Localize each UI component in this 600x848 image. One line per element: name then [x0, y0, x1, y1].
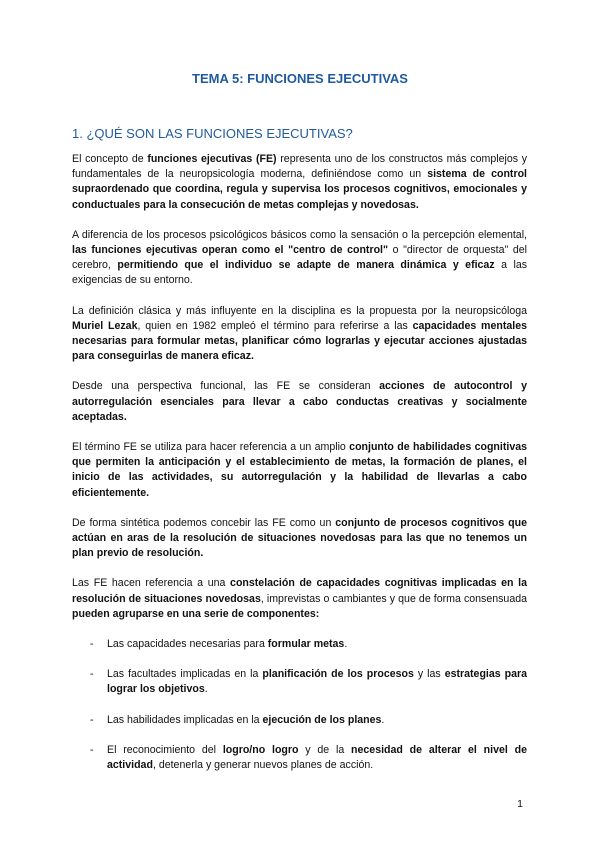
- text-run: Las habilidades implicadas en la: [107, 713, 263, 726]
- list-item: [72, 713, 527, 728]
- text-run: .: [344, 638, 348, 651]
- paragraph: [72, 440, 527, 501]
- bold-text: conjunto de habilidades cognitivas que permiten la anticipación y el establecimiento de metas, la formación de planes, el inicio de las actividades, su autorregulación y la habilidad de llevarlas a cabo eficientemente.: [72, 441, 527, 499]
- bold-text: capacidades mentales necesarias para formular metas, planificar cómo lograrlas y ejecutar acciones ajustadas para conseguirlas de manera eficaz.: [72, 319, 527, 363]
- text-run: Las capacidades necesarias para: [107, 638, 268, 651]
- text-run: o "director de orquesta" del cerebro,: [72, 244, 527, 272]
- list-item: [72, 667, 527, 697]
- text-run: Las FE hacen referencia a una: [72, 577, 231, 590]
- component-list: [72, 637, 527, 773]
- paragraph: [72, 379, 527, 425]
- section-heading: 1. ¿QUÉ SON LAS FUNCIONES EJECUTIVAS?: [72, 126, 353, 141]
- bold-text: funciones ejecutivas (FE): [147, 153, 277, 165]
- bold-text: Muriel Lezak: [72, 319, 138, 332]
- text-run: El concepto de: [72, 153, 148, 165]
- bullet-marker: -: [90, 668, 94, 681]
- page-title: TEMA 5: FUNCIONES EJECUTIVAS: [192, 71, 408, 86]
- bold-text: acciones de autocontrol y autorregulación esenciales para llevar a cabo conductas creativas y socialmente aceptadas.: [72, 380, 527, 423]
- text-run: El término FE se utiliza para hacer referencia a un amplio: [72, 441, 350, 454]
- bold-text: necesidad de alterar el nivel de actividad: [107, 743, 527, 772]
- bullet-marker: -: [90, 743, 94, 756]
- list-item: [72, 637, 527, 652]
- text-run: , imprevistas o cambiantes y que de forma consensuada: [260, 592, 527, 605]
- paragraph: [72, 576, 527, 622]
- text-run: , detenerla y generar nuevos planes de acción.: [152, 759, 374, 772]
- text-run: a las exigencias de su entorno.: [72, 259, 528, 287]
- text-run: De forma sintética podemos concebir las FE como un: [72, 516, 336, 529]
- paragraph: [72, 516, 527, 562]
- bold-text: sistema de control supraordenado que coordina, regula y supervisa los procesos cognitivos, emocionales y conductuales para la consecución de metas complejas y novedosas.: [72, 168, 527, 211]
- bold-text: conjunto de procesos cognitivos que actúan en aras de la resolución de situaciones novedosas para las que no tenemos un plan previo de resolución.: [72, 516, 528, 560]
- bold-text: las funciones ejecutivas operan como el "centro de control": [72, 244, 389, 257]
- paragraph: [72, 152, 527, 213]
- bold-text: ejecución de los planes: [262, 713, 382, 726]
- bold-text: formular metas: [267, 638, 345, 651]
- list-item: [72, 743, 527, 773]
- bold-text: constelación de capacidades cognitivas implicadas en la resolución de situaciones novedosas: [72, 577, 527, 605]
- text-run: .: [204, 683, 208, 696]
- text-run: .: [381, 713, 385, 726]
- text-run: A diferencia de los procesos psicológicos básicos como la sensación o la percepción elemental,: [72, 228, 527, 241]
- paragraph-list: [72, 152, 527, 622]
- bold-text: pueden agruparse en una serie de componentes:: [72, 607, 320, 620]
- document-body: [72, 152, 527, 788]
- text-run: , quien en 1982 empleó el término para referirse a las: [137, 319, 413, 332]
- paragraph: [72, 228, 527, 289]
- bold-text: permitiendo que el individuo se adapte de manera dinámica y eficaz: [117, 259, 495, 272]
- text-run: representa uno de los constructos más complejos y fundamentales de la neuropsicología moderna, definiéndose como un: [72, 153, 528, 181]
- text-run: y las: [413, 668, 445, 681]
- bold-text: logro/no logro: [222, 743, 299, 756]
- bullet-marker: -: [90, 713, 94, 726]
- bold-text: estrategias para lograr los objetivos: [107, 668, 528, 696]
- text-run: Desde una perspectiva funcional, las FE se consideran: [72, 380, 380, 393]
- page-number: 1: [517, 798, 523, 810]
- text-run: El reconocimiento del: [107, 743, 223, 756]
- text-run: La definición clásica y más influyente en la disciplina es la propuesta por la neuropsicóloga: [72, 304, 527, 317]
- paragraph: [72, 304, 527, 365]
- bold-text: planificación de los procesos: [262, 668, 414, 681]
- text-run: Las facultades implicadas en la: [107, 668, 263, 681]
- text-run: y de la: [298, 743, 352, 756]
- bullet-marker: -: [90, 638, 94, 651]
